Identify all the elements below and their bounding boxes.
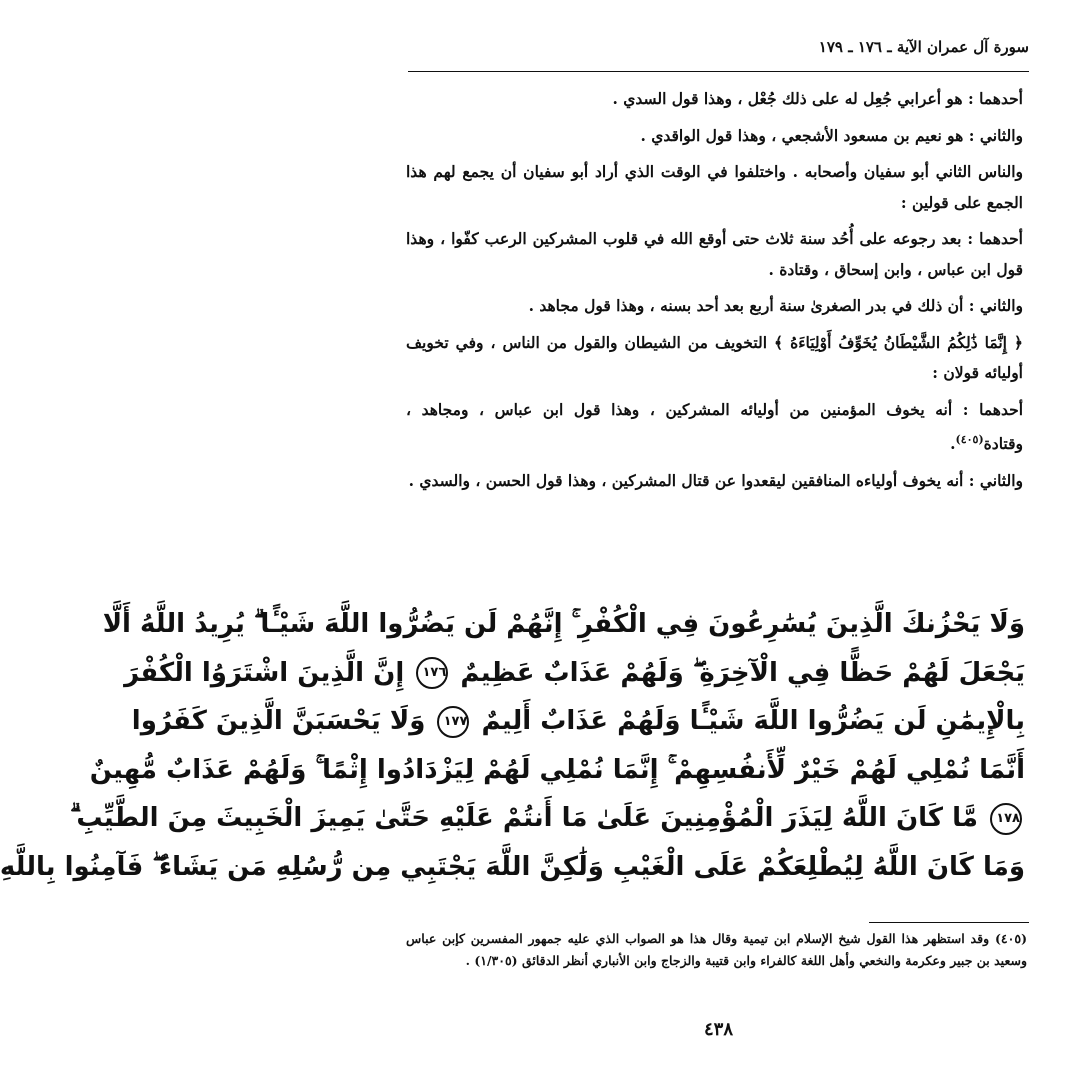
verse-text: بِالْإِيمَٰنِ لَن يَضُرُّوا اللَّهَ شَيْـًٔا وَلَهُمْ عَذَابٌ أَلِيمٌ [481,706,1025,736]
paragraph: أحدهما : هو أعرابي جُعِل له على ذلك جُعْل ، وهذا قول السدي . [612,89,1023,108]
verse-text: يَجْعَلَ لَهُمْ حَظًّا فِي الْآخِرَةِ ۖ وَلَهُمْ عَذَابٌ عَظِيمٌ [460,657,1025,688]
footnotes [406,928,1027,972]
footnote-reference[interactable]: (٤٠٥) [955,433,984,446]
commentary-body [406,84,1023,502]
verse-text: أَنَّمَا نُمْلِي لَهُمْ خَيْرٌ لِّأَنفُسِهِمْ ۚ إِنَّمَا نُمْلِي لَهُمْ لِيَزْدَادُوا إِثْمًا ۚ وَلَهُمْ عَذَابٌ مُّهِينٌ [89,754,1025,785]
paragraph-text: أحدهما : أنه يخوف المؤمنين من أوليائه المشركين ، وهذا قول ابن عباس ، ومجاهد ، وقتادة [406,399,1023,454]
paragraph: والناس الثاني أبو سفيان وأصحابه . واختلفوا في الوقت الذي أراد أبو سفيان أن يجمع لهم هذا الجمع على قولين : [406,162,1023,212]
paragraph [406,395,1023,460]
quoted-verse-paragraph [406,328,1023,389]
quran-verses-block [0,600,1025,891]
paragraph-end: . [950,434,956,454]
paragraph-text: والثاني : أنه يخوف أولياءه المنافقين ليقعدوا عن قتال المشركين ، وهذا قول الحسن ، والسدي . [408,470,1023,490]
page-number: ٤٣٨ [703,1019,733,1040]
ayah-number-marker: ١٧٧ [437,706,469,738]
quran-line [131,697,1025,746]
header-divider [408,71,1029,72]
verse-text: إِنَّ الَّذِينَ اشْتَرَوُا الْكُفْرَ [124,657,405,688]
quoted-verse-commentary: التخويف من الشيطان والقول من الناس ، وفي تخويف أوليائه قولان : [406,332,1023,382]
quran-line [124,649,1025,698]
quran-line [0,843,1025,892]
verse-text: وَمَا كَانَ اللَّهُ لِيُطْلِعَكُمْ عَلَى الْغَيْبِ وَلَٰكِنَّ اللَّهَ يَجْتَبِي مِن رُّسُلِهِ مَن يَشَاءُ ۖ فَآمِنُوا بِاللَّهِ [0,851,1025,882]
footnote-divider [869,922,1029,923]
paragraph: والثاني : أن ذلك في بدر الصغرىٰ سنة أربع بعد أحد بسنه ، وهذا قول مجاهد . [528,296,1023,315]
verse-text: مَّا كَانَ اللَّهُ لِيَذَرَ الْمُؤْمِنِينَ عَلَىٰ مَا أَنتُمْ عَلَيْهِ حَتَّىٰ يَمِيزَ الْخَبِيثَ مِنَ الطَّيِّبِ ۗ [69,803,978,833]
quran-line [89,746,1025,795]
running-header: سورة آل عمران الآية ـ ١٧٦ ـ ١٧٩ [818,38,1029,56]
verse-text: وَلَا يَحْسَبَنَّ الَّذِينَ كَفَرُوا [131,706,426,736]
verse-text: وَلَا يَحْزُنكَ الَّذِينَ يُسَٰرِعُونَ فِي الْكُفْرِ ۚ إِنَّهُمْ لَن يَضُرُّوا اللَّهَ شَيْـًٔا ۗ يُرِيدُ اللَّهُ أَلَّا [102,609,1025,639]
paragraph [406,466,1023,497]
paragraph: والثاني : هو نعيم بن مسعود الأشجعي ، وهذا قول الواقدي . [640,125,1023,145]
paragraph: أحدهما : بعد رجوعه على أُحُد سنة ثلاث حتى أوقع الله في قلوب المشركين الرعب كفّوا ، وهذا قول ابن عباس ، وابن إسحاق ، وقتادة . [406,229,1023,279]
ayah-number-marker: ١٧٨ [990,803,1022,835]
quoted-verse: ﴿ إِنَّمَا ذَٰلِكُمُ الشَّيْطَانُ يُخَوِّفُ أَوْلِيَاءَهُ ﴾ [774,332,1024,352]
quran-line [69,794,1025,843]
footnote: (٤٠٥) وقد استظهر هذا القول شيخ الإسلام ابن تيمية وقال هذا هو الصواب الذي عليه جمهور المفسرين كإبن عباس وسعيد بن جبير وعكرمة والنخعي وأهل اللغة كالفراء وابن قتيبة والزجاج وابن الأنباري أنظر الدقائق (١/٣٠٥) . [406,931,1027,968]
ayah-number-marker: ١٧٦ [416,657,448,689]
quran-line [102,600,1025,649]
